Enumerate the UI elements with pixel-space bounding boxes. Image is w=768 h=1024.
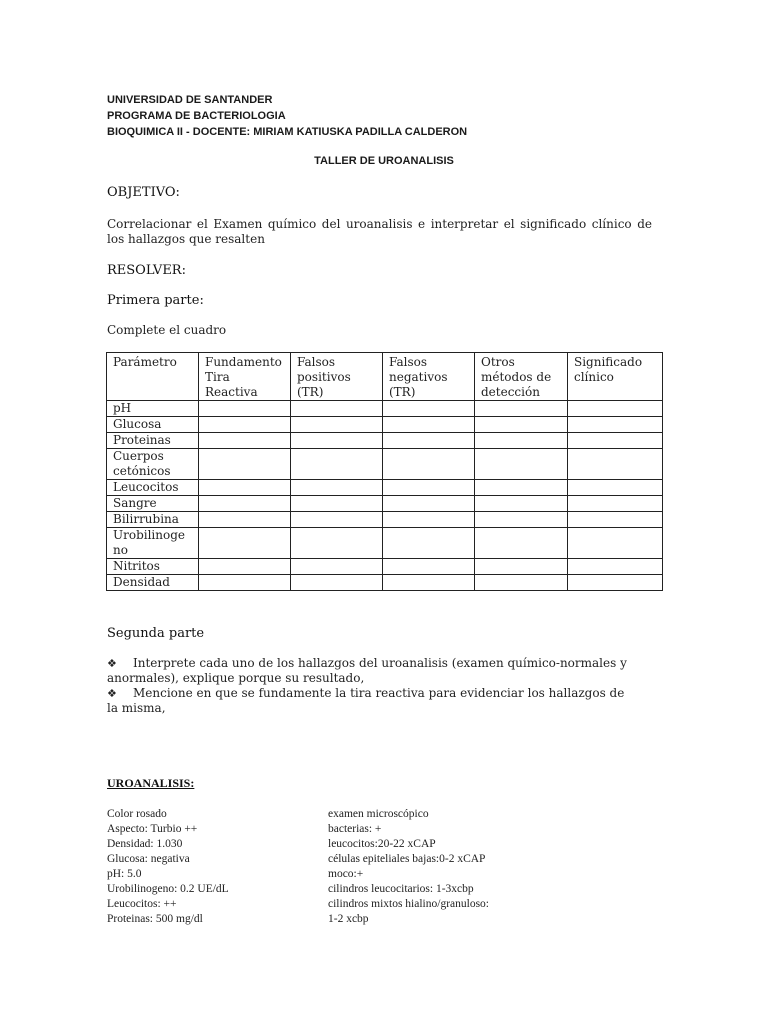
table-row <box>107 512 663 528</box>
table-row <box>107 417 663 433</box>
table-cell[interactable] <box>568 433 663 449</box>
table-cell[interactable] <box>291 433 383 449</box>
table-cell[interactable] <box>199 559 291 575</box>
table-cell[interactable] <box>568 559 663 575</box>
table-cell[interactable] <box>475 417 568 433</box>
table-cell[interactable] <box>383 401 475 417</box>
header-otros-metodos: Otros métodos de detección <box>475 353 568 401</box>
list-item <box>107 656 637 686</box>
table-cell[interactable] <box>383 449 475 480</box>
segunda-parte-heading: Segunda parte <box>107 626 205 641</box>
uroanalisis-right-column <box>328 807 489 927</box>
table-cell[interactable] <box>568 575 663 591</box>
objetivo-heading: OBJETIVO: <box>107 185 180 200</box>
cuadro-table <box>106 352 663 591</box>
result-line: cilindros leucocitarios: 1-3xcbp <box>328 883 474 895</box>
document-title: TALLER DE UROANALISIS <box>314 155 454 167</box>
program-name: PROGRAMA DE BACTERIOLOGIA <box>107 110 286 122</box>
table-row <box>107 559 663 575</box>
table-cell[interactable] <box>475 512 568 528</box>
university-name: UNIVERSIDAD DE SANTANDER <box>107 94 273 106</box>
result-line: bacterias: + <box>328 823 382 835</box>
table-cell[interactable] <box>568 480 663 496</box>
row-label: Urobilinogeno <box>107 528 199 559</box>
table-cell[interactable] <box>199 417 291 433</box>
table-cell[interactable] <box>475 496 568 512</box>
table-cell[interactable] <box>475 449 568 480</box>
table-cell[interactable] <box>383 496 475 512</box>
table-cell[interactable] <box>199 433 291 449</box>
table-cell[interactable] <box>199 496 291 512</box>
table-cell[interactable] <box>383 575 475 591</box>
result-line: leucocitos:20-22 xCAP <box>328 838 436 850</box>
row-label: pH <box>107 401 199 417</box>
table-cell[interactable] <box>475 528 568 559</box>
row-label: Glucosa <box>107 417 199 433</box>
resolver-heading: RESOLVER: <box>107 263 186 278</box>
result-line: Urobilinogeno: 0.2 UE/dL <box>107 883 229 895</box>
primera-parte-instruction: Complete el cuadro <box>107 323 227 337</box>
result-line: 1-2 xcbp <box>328 913 369 925</box>
result-line: células epiteliales bajas:0-2 xCAP <box>328 853 486 865</box>
table-cell[interactable] <box>568 417 663 433</box>
table-cell[interactable] <box>475 401 568 417</box>
table-cell[interactable] <box>568 528 663 559</box>
document-header <box>107 92 467 140</box>
table-row <box>107 433 663 449</box>
primera-parte-heading: Primera parte: <box>107 293 204 308</box>
table-cell[interactable] <box>475 433 568 449</box>
row-label: Bilirrubina <box>107 512 199 528</box>
diamond-bullet-icon: ❖ <box>107 657 117 670</box>
uroanalisis-heading: UROANALISIS: <box>107 776 195 790</box>
table-cell[interactable] <box>568 496 663 512</box>
table-cell[interactable] <box>199 480 291 496</box>
table-row <box>107 575 663 591</box>
table-cell[interactable] <box>291 449 383 480</box>
table-header-row <box>107 353 663 401</box>
table-cell[interactable] <box>383 559 475 575</box>
table-cell[interactable] <box>291 401 383 417</box>
result-line: moco:+ <box>328 868 364 880</box>
result-line: Aspecto: Turbio ++ <box>107 823 198 835</box>
table-row <box>107 496 663 512</box>
diamond-bullet-icon: ❖ <box>107 687 117 700</box>
table-cell[interactable] <box>568 512 663 528</box>
table-cell[interactable] <box>291 559 383 575</box>
table-cell[interactable] <box>475 559 568 575</box>
row-label: Leucocitos <box>107 480 199 496</box>
course-and-teacher: BIOQUIMICA II - DOCENTE: MIRIAM KATIUSKA PADILLA CALDERON <box>107 126 468 138</box>
table-cell[interactable] <box>383 417 475 433</box>
uroanalisis-left-column <box>107 807 229 927</box>
result-line: Proteinas: 500 mg/dl <box>107 913 203 925</box>
table-cell[interactable] <box>383 433 475 449</box>
header-falsos-negativos: Falsos negativos (TR) <box>383 353 475 401</box>
table-cell[interactable] <box>199 401 291 417</box>
table-cell[interactable] <box>291 480 383 496</box>
table-row <box>107 449 663 480</box>
table-cell[interactable] <box>199 575 291 591</box>
segunda-parte-list <box>107 656 637 716</box>
result-line: examen microscópico <box>328 808 429 820</box>
result-line: Leucocitos: ++ <box>107 898 177 910</box>
table-cell[interactable] <box>383 528 475 559</box>
table-cell[interactable] <box>199 528 291 559</box>
table-row <box>107 480 663 496</box>
list-item <box>107 686 637 716</box>
table-row <box>107 401 663 417</box>
result-line: pH: 5.0 <box>107 868 142 880</box>
table-cell[interactable] <box>291 496 383 512</box>
header-significado: Significado clínico <box>568 353 663 401</box>
row-label: Proteinas <box>107 433 199 449</box>
header-falsos-positivos: Falsos positivos (TR) <box>291 353 383 401</box>
table-row <box>107 528 663 559</box>
table-cell[interactable] <box>383 480 475 496</box>
row-label: Cuerpos cetónicos <box>107 449 199 480</box>
header-parametro: Parámetro <box>107 353 199 401</box>
list-item-text: Mencione en que se fundamente la tira reactiva para evidenciar los hallazgos de la misma, <box>107 686 625 715</box>
result-line: cilindros mixtos hialino/granuloso: <box>328 898 489 910</box>
table-cell[interactable] <box>199 449 291 480</box>
table-cell[interactable] <box>383 512 475 528</box>
table-cell[interactable] <box>291 512 383 528</box>
table-cell[interactable] <box>291 575 383 591</box>
result-line: Densidad: 1.030 <box>107 838 183 850</box>
header-fundamento: Fundamento Tira Reactiva <box>199 353 291 401</box>
table-cell[interactable] <box>475 480 568 496</box>
result-line: Glucosa: negativa <box>107 853 190 865</box>
row-label: Densidad <box>107 575 199 591</box>
table-cell[interactable] <box>475 575 568 591</box>
table-cell[interactable] <box>291 417 383 433</box>
row-label: Nitritos <box>107 559 199 575</box>
result-line: Color rosado <box>107 808 167 820</box>
table-cell[interactable] <box>568 449 663 480</box>
row-label: Sangre <box>107 496 199 512</box>
objetivo-text: Correlacionar el Examen químico del uroanalisis e interpretar el significado clínico de los hallazgos que resalten <box>107 217 652 246</box>
table-cell[interactable] <box>199 512 291 528</box>
table-cell[interactable] <box>568 401 663 417</box>
list-item-text: Interprete cada uno de los hallazgos del uroanalisis (examen químico-normales y anormales), explique porque su resultado, <box>107 656 627 685</box>
table-cell[interactable] <box>291 528 383 559</box>
